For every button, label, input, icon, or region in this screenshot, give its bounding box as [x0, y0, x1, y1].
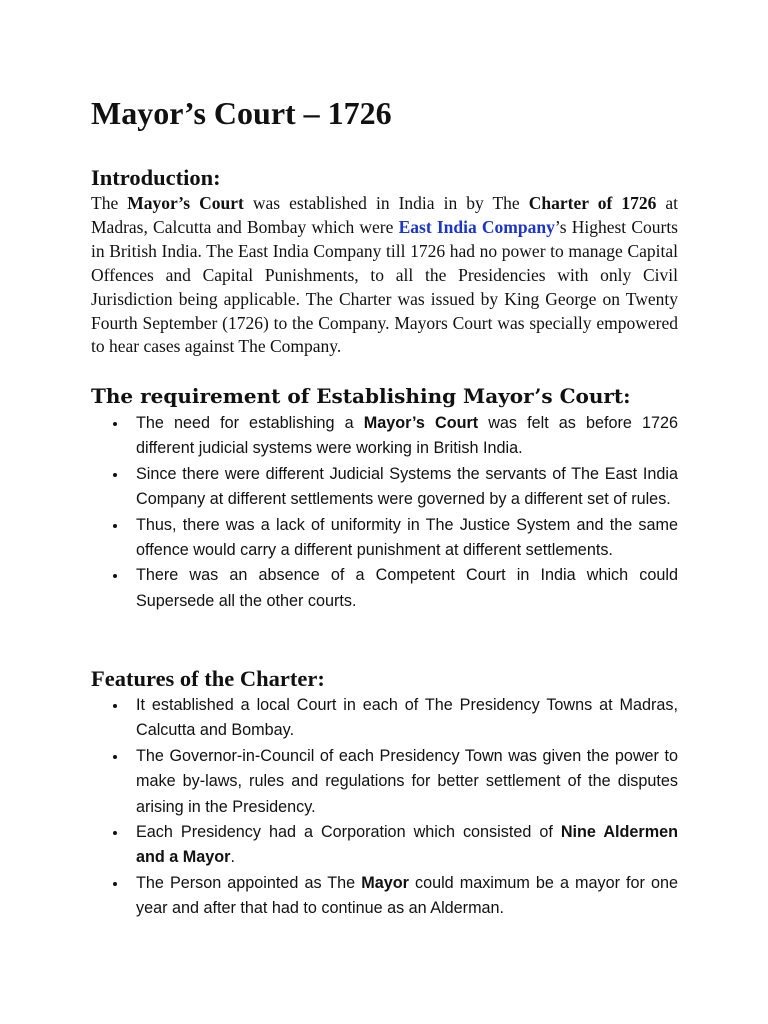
intro-bold-charter: Charter of 1726	[528, 193, 657, 213]
item-bold: Mayor	[361, 873, 409, 892]
item-bold: Mayor’s Court	[363, 414, 479, 432]
requirement-heading: The requirement of Establishing Mayor’s Court:	[91, 384, 631, 408]
list-item	[91, 411, 678, 462]
intro-text-1: The	[91, 193, 128, 213]
introduction-heading: Introduction:	[91, 165, 221, 190]
item-text: could maximum be a mayor for one year and after that had to continue as an Alderman.	[136, 873, 678, 918]
introduction-paragraph	[91, 192, 678, 359]
intro-text-3: at Madras, Calcutta and Bombay which were	[91, 193, 678, 237]
item-text: The Governor-in-Council of each Presidency Town was given the power to make by-laws, rules and regulations for better settlement of the disputes arising in the Presidency.	[136, 746, 678, 816]
item-text: There was an absence of a Competent Court in India which could Supersede all the other courts.	[136, 566, 678, 610]
item-bold: Nine Aldermen and a Mayor	[136, 823, 678, 867]
item-text: The need for establishing a	[136, 414, 364, 432]
bullet-icon	[113, 704, 117, 708]
intro-text-2: was established in India in by The	[243, 193, 529, 213]
list-item	[91, 744, 678, 820]
list-item	[91, 820, 678, 871]
bullet-icon	[113, 755, 117, 759]
bullet-icon	[113, 574, 117, 578]
list-item	[91, 693, 678, 744]
bullet-icon	[113, 422, 117, 426]
list-item	[91, 871, 678, 922]
east-india-company-link[interactable]: East India Company	[398, 216, 555, 237]
bullet-icon	[113, 882, 117, 886]
requirement-list	[91, 411, 678, 614]
item-text: It established a local Court in each of The Presidency Towns at Madras, Calcutta and Bombay.	[136, 696, 678, 740]
bullet-icon	[113, 524, 117, 528]
list-item	[91, 563, 678, 614]
page-title: Mayor’s Court – 1726	[91, 95, 392, 131]
features-list	[91, 693, 678, 922]
intro-text-4: ’s Highest Courts in British India. The East India Company till 1726 had no power to manage Capital Offences and Capital Punishments, to all the Presidencies with only Civil Jurisdiction being applicable. The Charter was issued by King George on Twenty Fourth September (1726) to the Company. Mayors Court was specially empowered to hear cases against The Company.	[91, 216, 678, 357]
item-text: Thus, there was a lack of uniformity in The Justice System and the same offence would carry a different punishment at different settlements.	[136, 515, 678, 560]
item-text: Since there were different Judicial Systems the servants of The East India Company at different settlements were governed by a different set of rules.	[136, 464, 678, 509]
item-text: The Person appointed as The	[136, 873, 362, 892]
item-text: Each Presidency had a Corporation which consisted of	[136, 823, 561, 842]
features-heading: Features of the Charter:	[91, 666, 325, 691]
bullet-icon	[113, 831, 117, 835]
item-text: .	[230, 848, 235, 867]
bullet-icon	[113, 473, 117, 477]
intro-bold-mayors-court: Mayor’s Court	[127, 193, 244, 213]
list-item	[91, 513, 678, 564]
item-text: was felt as before 1726 different judicial systems were working in British India.	[136, 414, 678, 458]
list-item	[91, 462, 678, 513]
